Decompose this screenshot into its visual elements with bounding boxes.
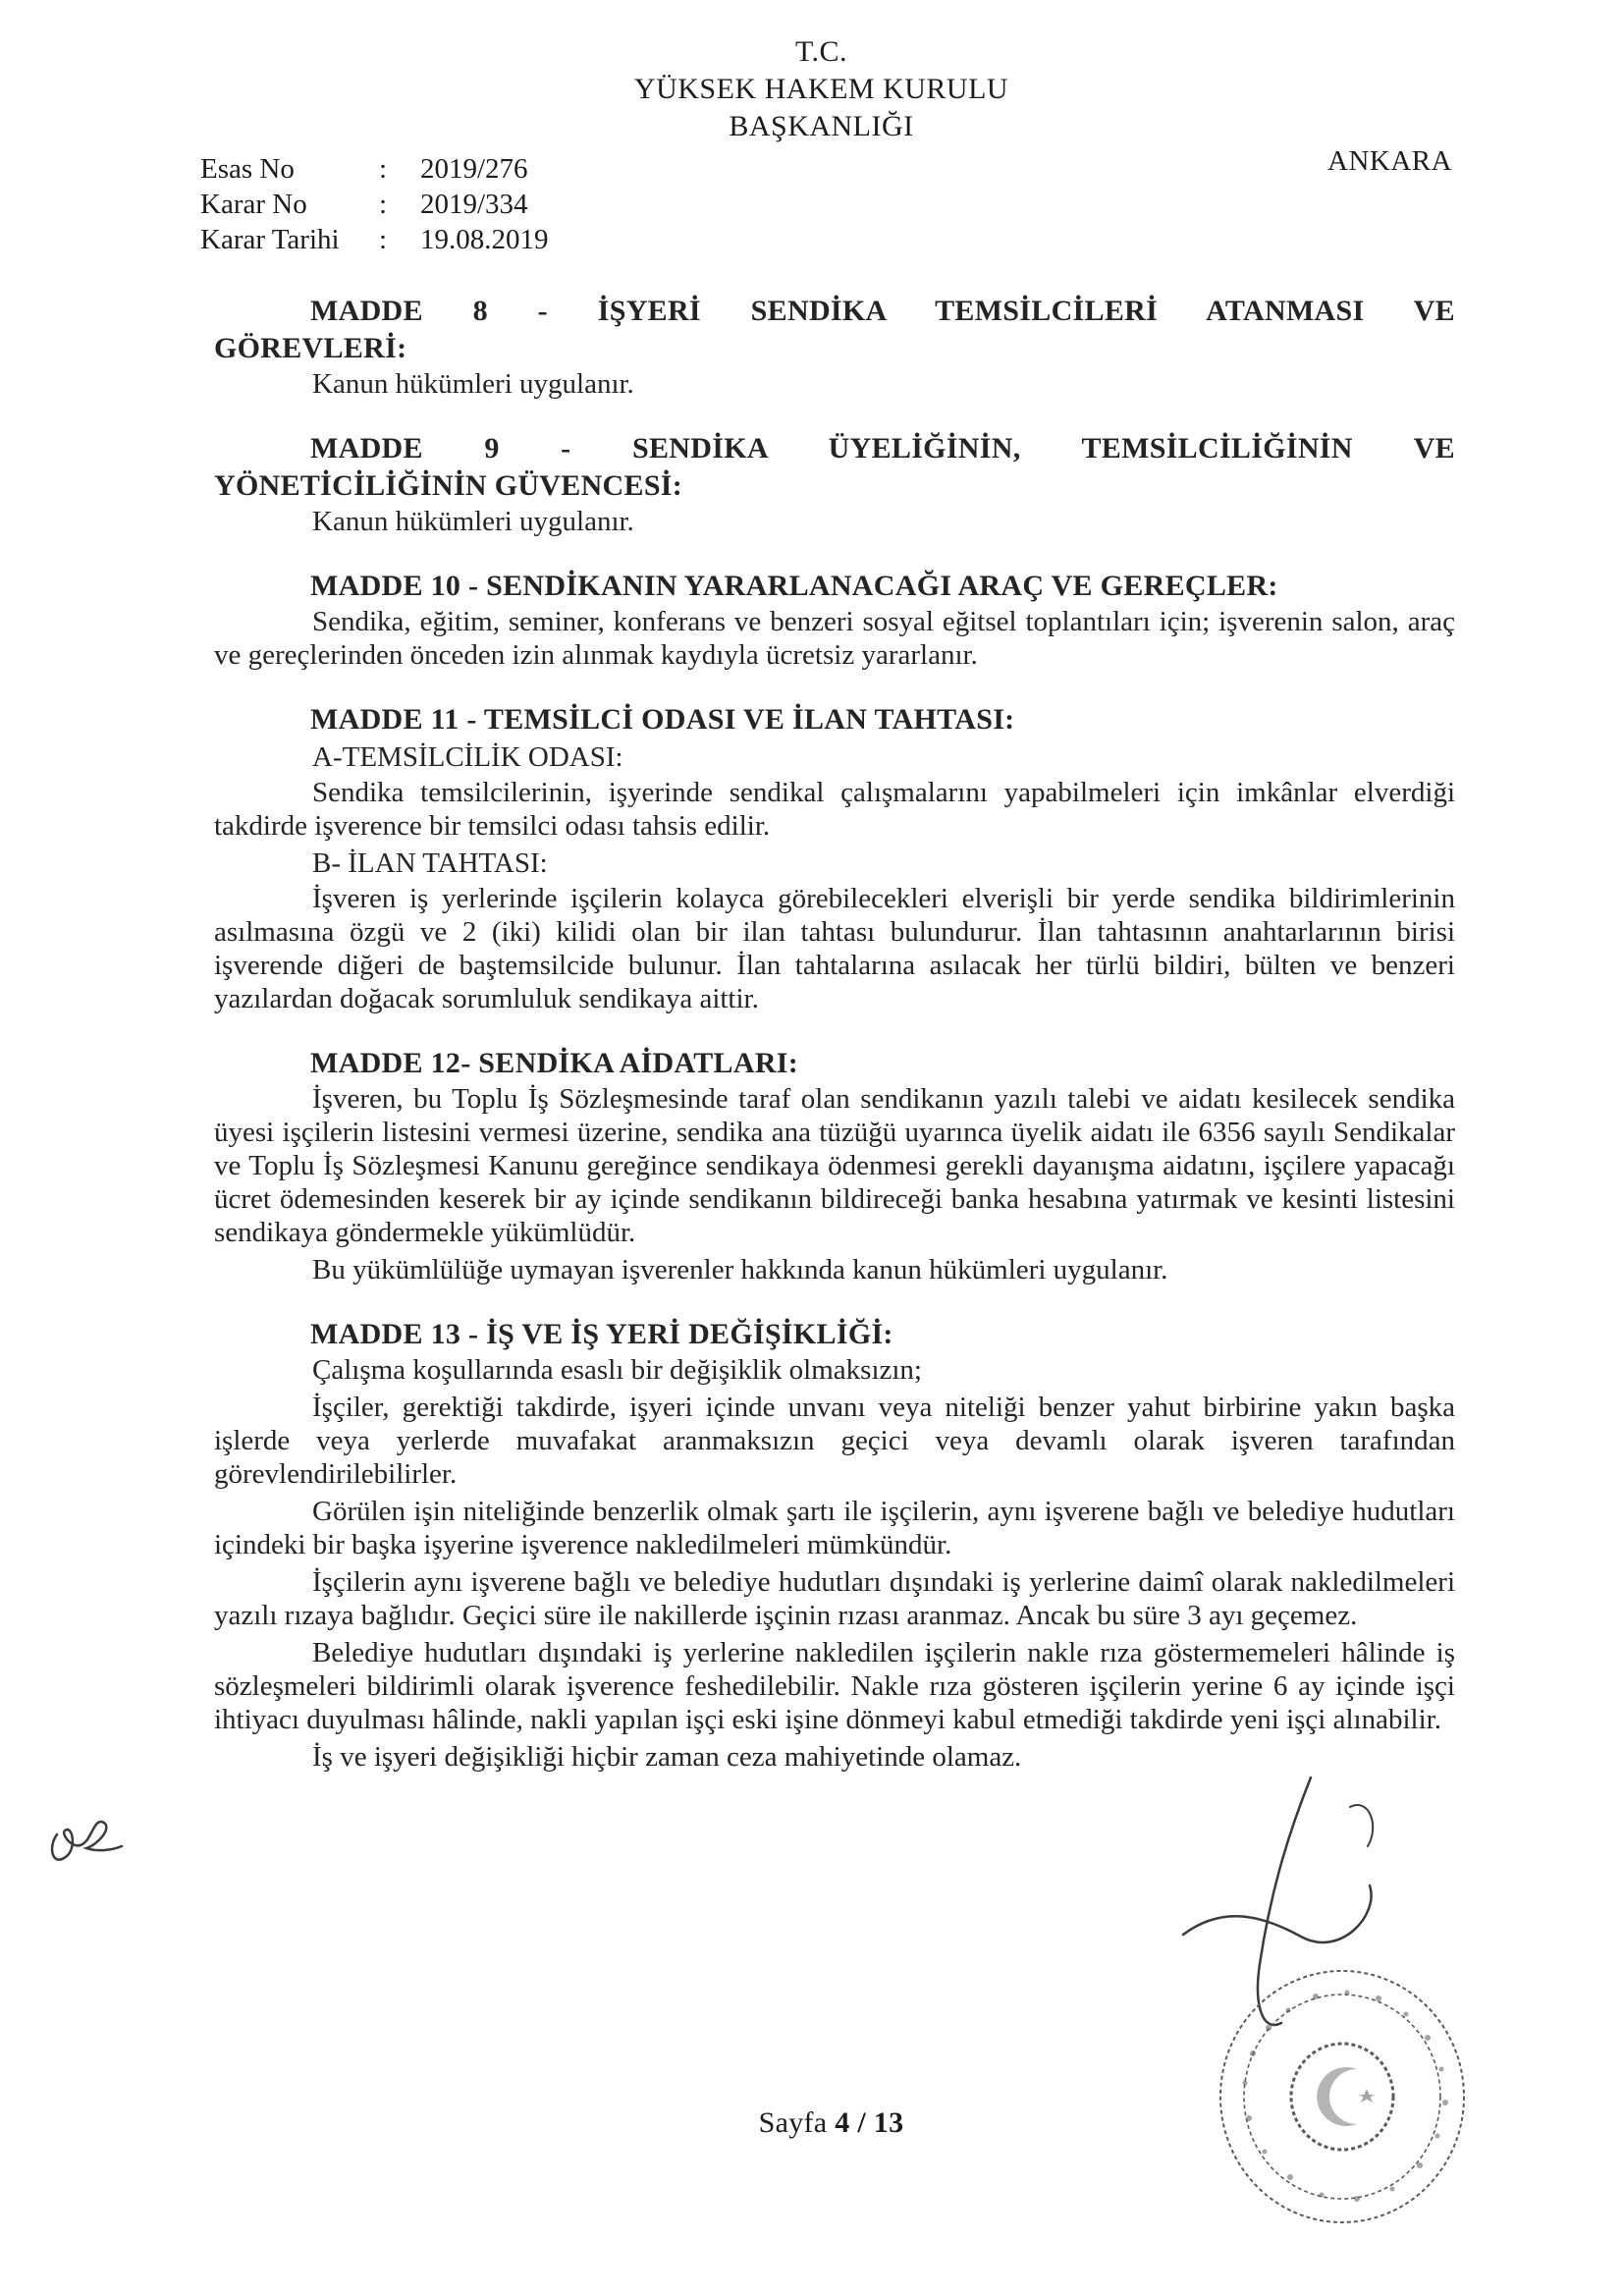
article-8 xyxy=(214,293,1455,401)
article-9-text: Kanun hükümleri uygulanır. xyxy=(312,506,634,537)
header-line-institution: YÜKSEK HAKEM KURULU xyxy=(633,73,1009,105)
article-9-heading-cont: YÖNETİCİLİĞİNİN GÜVENCESİ: xyxy=(214,469,683,502)
article-9 xyxy=(214,430,1455,538)
page-separator: / xyxy=(857,2106,866,2139)
karar-colon: : xyxy=(379,189,388,220)
article-11-subheading-b: B- İLAN TAHTASI: xyxy=(312,847,548,879)
article-8-heading: MADDE 8 - İŞYERİ SENDİKA TEMSİLCİLERİ ATANMASI VE xyxy=(310,295,1455,327)
article-13-heading: MADDE 13 - İŞ VE İŞ YERİ DEĞİŞİKLİĞİ: xyxy=(310,1318,893,1350)
page-prefix: Sayfa xyxy=(758,2106,828,2139)
article-11-text-a: Sendika temsilcilerinin, işyerinde sendikal çalışmalarını yapabilmeleri için imkânlar elverdiği takdirde işverence bir temsilci odası tahsis edilir. xyxy=(214,777,1455,842)
article-9-heading: MADDE 9 - SENDİKA ÜYELİĞİNİN, TEMSİLCİLİĞİNİN VE xyxy=(310,432,1455,465)
karar-value: 2019/334 xyxy=(420,189,528,220)
article-8-heading-cont: GÖREVLERİ: xyxy=(214,332,407,364)
article-12-text-2: Bu yükümlülüğe uymayan işverenler hakkında kanun hükümleri uygulanır. xyxy=(312,1254,1168,1285)
institution-header xyxy=(0,33,1623,145)
article-12-text-1: İşveren, bu Toplu İş Sözleşmesinde taraf olan sendikanın yazılı talebi ve aidatı kesilecek sendika üyesi işçilerin listesini vermesi üzerine, sendika ana tüzüğü uyarınca üyelik aidatı ile 6356 sayılı Sendikalar ve Toplu İş Sözleşmesi Kanunu gereğince sendikaya ödenmesi gerekli dayanışma aidatını, işçilere yapacağı ücret ödemesinden keserek bir ay içinde sendikanın bildireceği banka hesabına yatırmak ve kesinti listesini sendikaya göndermekle yükümlüdür. xyxy=(214,1083,1455,1248)
article-11-heading: MADDE 11 - TEMSİLCİ ODASI VE İLAN TAHTASI: xyxy=(310,703,1015,736)
header-line-presidency: BAŞKANLIĞI xyxy=(729,110,914,142)
tarih-colon: : xyxy=(379,224,388,255)
article-13-text-3: Görülen işin niteliğinde benzerlik olmak şartı ile işçilerin, aynı işverene bağlı ve belediye hudutları içindeki bir başka işyerine işverence nakledilmeleri mümkündür. xyxy=(214,1496,1455,1560)
article-13-text-2: İşçiler, gerektiği takdirde, işyeri içinde unvanı veya niteliği benzer yahut birbirine yakın başka işlerde veya yerlerde muvafakat aranmaksızın geçici veya devamlı olarak işveren tarafından görevlendirilebilirler. xyxy=(214,1392,1455,1490)
article-10 xyxy=(214,568,1455,672)
tarih-value: 19.08.2019 xyxy=(420,224,549,255)
esas-colon: : xyxy=(379,153,388,185)
article-10-heading: MADDE 10 - SENDİKANIN YARARLANACAĞI ARAÇ VE GEREÇLER: xyxy=(310,570,1278,602)
esas-value: 2019/276 xyxy=(420,153,528,185)
article-10-text: Sendika, eğitim, seminer, konferans ve benzeri sosyal eğitsel toplantıları için; işverenin salon, araç ve gereçlerinden önceden izin alınmak kaydıyla ücretsiz yararlanır. xyxy=(214,606,1455,671)
page-number-footer xyxy=(0,2106,1623,2140)
case-meta xyxy=(200,151,549,257)
karar-row xyxy=(200,187,549,222)
tarih-label: Karar Tarihi xyxy=(200,224,340,255)
article-11 xyxy=(214,701,1455,1015)
header-line-tc: T.C. xyxy=(794,35,848,68)
article-11-text-b: İşveren iş yerlerinde işçilerin kolayca görebilecekleri elverişli bir yerde sendika bildirimlerinin asılmasına özgü ve 2 (iki) kilidi olan bir ilan tahtası bulundurur. İlan tahtasının anahtarlarının birisi işverende diğeri de baştemsilcide bulunur. İlan tahtalarına asılacak her türlü bildiri, bülten ve benzeri yazılardan doğacak sorumluluk sendikaya aittir. xyxy=(214,883,1455,1014)
official-seal-stamp-icon xyxy=(1210,1959,1475,2234)
esas-label: Esas No xyxy=(200,153,295,185)
city-label: ANKARA xyxy=(1327,145,1453,177)
handwritten-initial-icon xyxy=(43,1805,126,1874)
article-13-text-4: İşçilerin aynı işverene bağlı ve belediye hudutları dışındaki iş yerlerine daimî olarak nakledilmeleri yazılı rızaya bağlıdır. Geçici süre ile nakillerde işçinin rızası aranmaz. Ancak bu süre 3 ayı geçemez. xyxy=(214,1566,1455,1631)
esas-row xyxy=(200,151,549,187)
karar-label: Karar No xyxy=(200,189,307,220)
article-13-text-5: Belediye hudutları dışındaki iş yerlerine nakledilen işçilerin nakle rıza göstermemeleri hâlinde iş sözleşmeleri bildirimli olarak işverence feshedilebilir. Nakle rıza gösteren işçilerin yerine 6 ay içinde işçi ihtiyacı duyulması hâlinde, nakli yapılan işçi eski işine dönmeyi kabul etmediği takdirde yeni işçi alınabilir. xyxy=(214,1637,1455,1735)
article-11-subheading-a: A-TEMSİLCİLİK ODASI: xyxy=(312,741,623,773)
page-current: 4 xyxy=(835,2106,850,2139)
article-8-text: Kanun hükümleri uygulanır. xyxy=(312,368,634,400)
article-12-heading: MADDE 12- SENDİKA AİDATLARI: xyxy=(310,1047,799,1079)
tarih-row xyxy=(200,222,549,257)
document-body xyxy=(214,293,1455,1803)
article-13 xyxy=(214,1316,1455,1774)
article-13-text-6: İş ve işyeri değişikliği hiçbir zaman ceza mahiyetinde olamaz. xyxy=(312,1741,1022,1773)
article-13-text-1: Çalışma koşullarında esaslı bir değişiklik olmaksızın; xyxy=(312,1354,922,1386)
page-total: 13 xyxy=(873,2106,904,2139)
article-12 xyxy=(214,1045,1455,1286)
